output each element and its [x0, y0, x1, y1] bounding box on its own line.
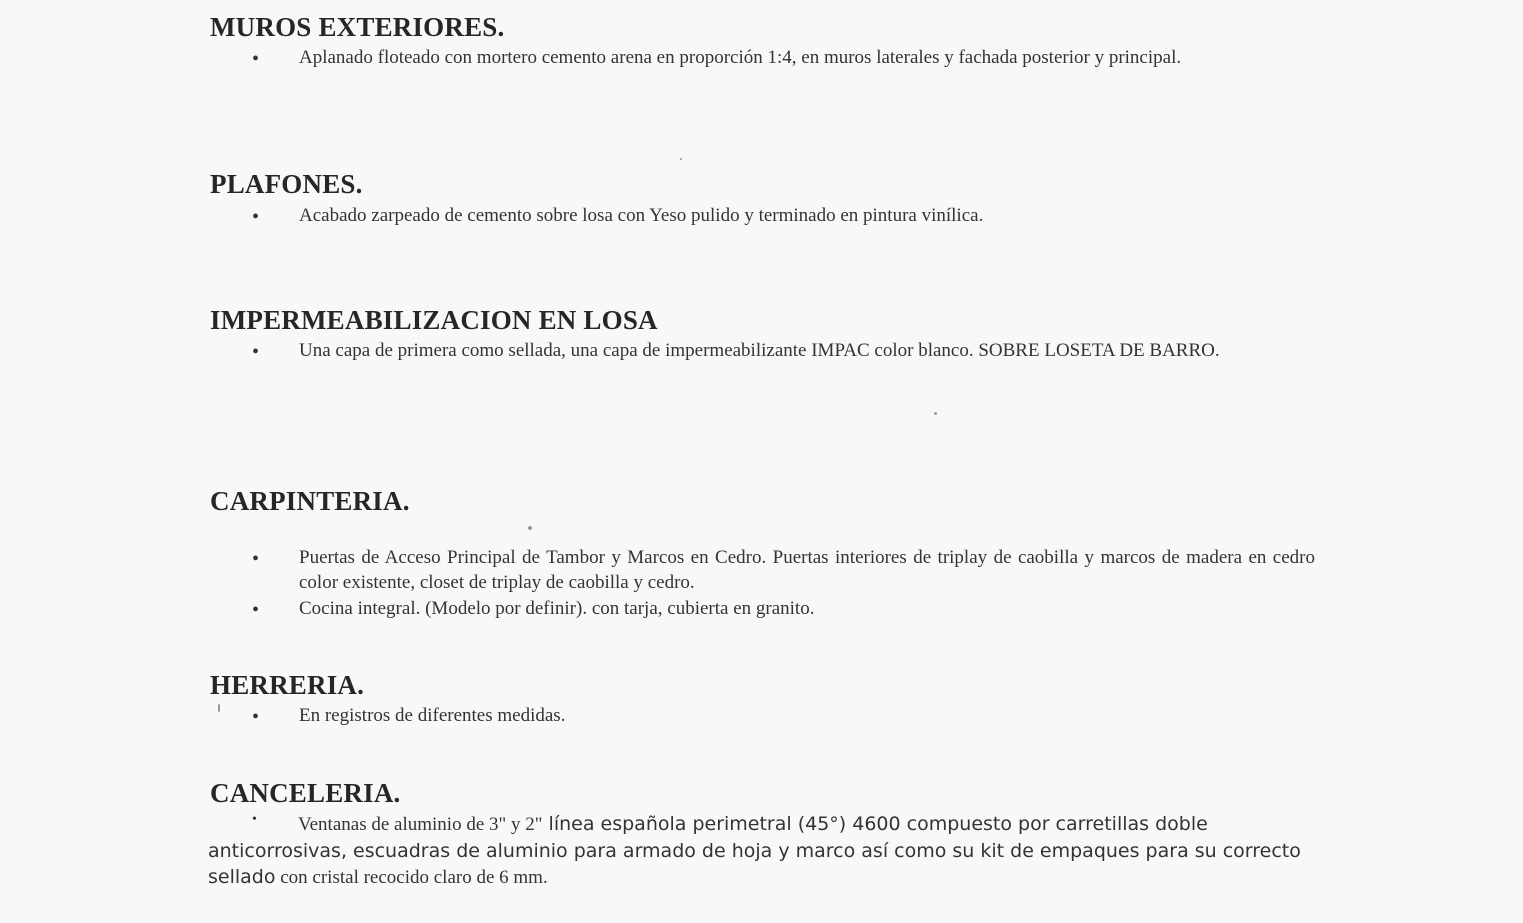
scan-speck: [680, 158, 682, 160]
list-item: Acabado zarpeado de cemento sobre losa con Yeso pulido y terminado en pintura vinílica.: [299, 205, 984, 226]
section-heading-impermeabilizacion: IMPERMEABILIZACION EN LOSA: [210, 305, 658, 335]
list-item: En registros de diferentes medidas.: [299, 705, 566, 726]
list-item: Puertas de Acceso Principal de Tambor y Marcos en Cedro. Puertas interiores de triplay de caobilla y marcos de madera en cedro color existente, closet de triplay de caobilla y cedro.: [299, 547, 1315, 593]
canceleria-text-part2: línea española perimetral (45°) 4600 compuesto por carretillas doble anticorrosivas, escuadras de aluminio para armado de hoja y marco así como su kit de empaques para su correcto sellado: [208, 813, 1301, 888]
list-item: Aplanado floteado con mortero cemento arena en proporción 1:4, en muros laterales y fachada posterior y principal.: [299, 47, 1182, 68]
section-heading-carpinteria: CARPINTERIA.: [210, 486, 410, 516]
bullet-icon: •: [252, 548, 260, 570]
list-item: Cocina integral. (Modelo por definir). con tarja, cubierta en granito.: [299, 598, 815, 619]
bullet-icon: •: [252, 341, 260, 363]
scan-speck: [934, 412, 937, 415]
section-heading-muros-exteriores: MUROS EXTERIORES.: [210, 12, 505, 42]
canceleria-paragraph: [208, 811, 1308, 891]
bullet-icon: •: [252, 599, 260, 621]
bullet-icon: •: [252, 206, 260, 228]
list-item: Una capa de primera como sellada, una capa de impermeabilizante IMPAC color blanco. SOBRE LOSETA DE BARRO.: [299, 340, 1220, 361]
canceleria-text-part1: Ventanas de aluminio de 3" y 2": [298, 814, 543, 835]
bullet-icon: •: [252, 48, 260, 70]
section-heading-herreria: HERRERIA.: [210, 670, 365, 700]
bullet-icon: •: [252, 812, 257, 827]
section-heading-plafones: PLAFONES.: [210, 169, 363, 199]
bullet-icon: •: [252, 706, 260, 728]
scan-speck: [528, 526, 532, 530]
scan-speck: [218, 704, 220, 712]
canceleria-text-part3: con cristal recocido claro de 6 mm.: [275, 867, 548, 888]
section-heading-canceleria: CANCELERIA.: [210, 778, 401, 808]
